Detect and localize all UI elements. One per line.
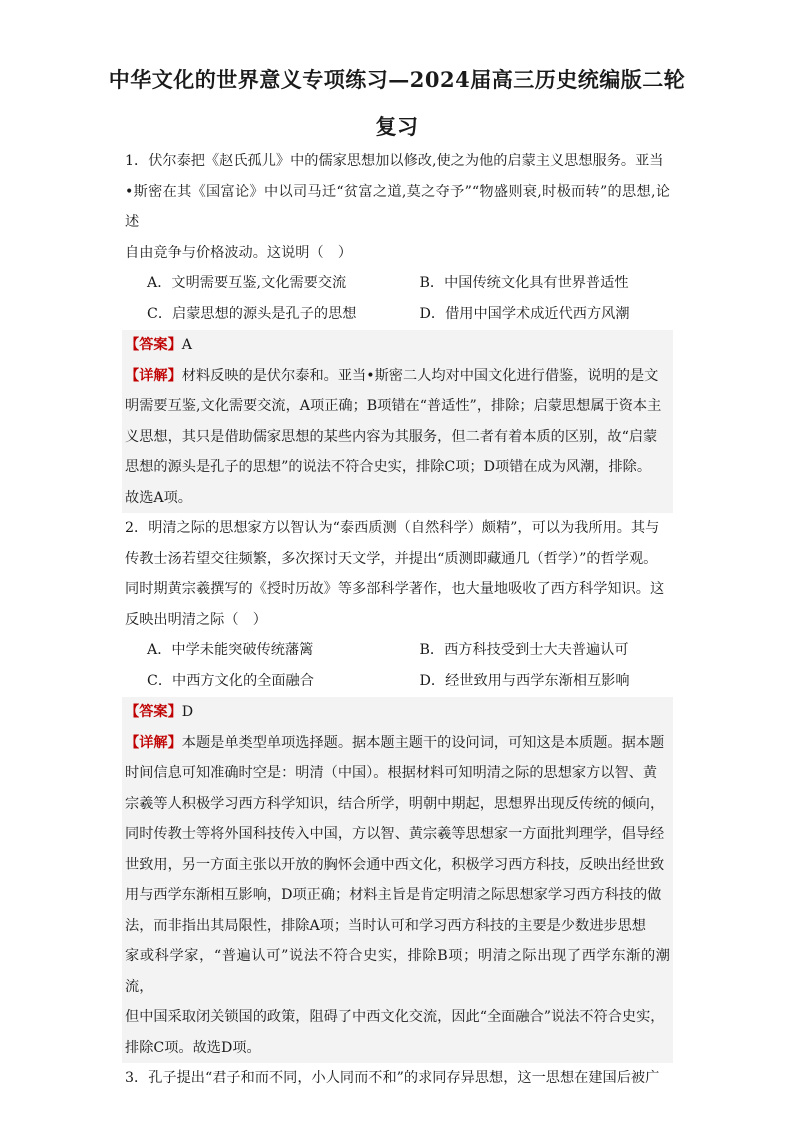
document-body xyxy=(125,146,670,1094)
question-2 xyxy=(125,513,670,1063)
detail-line: 思想的源头是孔子的思想”的说法不符合史实，排除C项；D项错在成为风潮，排除。 xyxy=(125,459,652,475)
answer-tag: 【答案】 xyxy=(125,704,182,720)
detail-tag: 【详解】 xyxy=(125,367,182,384)
option-b: B．中国传统文化具有世界普适性 xyxy=(419,275,629,291)
detail-line: 但中国采取闭关锁国的政策，阻碍了中西文化交流，因此“全面融合”说法不符合史实， xyxy=(125,1009,665,1025)
question-stem-line: •斯密在其《国富论》中以司马迁“贫富之道,莫之夺予”“物盛则衰,时极而转”的思想,论述 xyxy=(125,183,670,230)
detail-line: 同时传教士等将外国科技传入中国，方以智、黄宗羲等思想家一方面批判理学，倡导经 xyxy=(125,826,665,842)
option-c: C．中西方文化的全面融合 xyxy=(147,673,314,689)
detail-line xyxy=(125,728,670,759)
question-stem-line: 2．明清之际的思想家方以智认为“泰西质测（自然科学）颇精”，可以为我所用。其与 xyxy=(125,520,660,536)
option-row xyxy=(125,299,670,330)
question-1 xyxy=(125,146,670,513)
answer-value: D xyxy=(181,704,194,720)
option-d: D．经世致用与西学东渐相互影响 xyxy=(419,673,630,689)
detail-line: 用与西学东渐相互影响，D项正确；材料主旨是肯定明清之际思想家学习西方科技的做 xyxy=(125,887,662,903)
detail-line: 世致用，另一方面主张以开放的胸怀会通中西文化，积极学习西方科技，反映出经世致 xyxy=(125,856,665,873)
detail-line xyxy=(125,361,670,392)
answer-line xyxy=(125,697,670,728)
answer-line xyxy=(125,330,670,361)
option-b: B．西方科技受到士大夫普遍认可 xyxy=(419,642,629,658)
detail-line: 法，而非指出其局限性，排除A项；当时认可和学习西方科技的主要是少数进步思想 xyxy=(125,917,646,934)
detail-text: 本题是单类型单项选择题。据本题主题干的设问词，可知这是本质题。据本题 xyxy=(181,734,665,751)
detail-line: 时间信息可知准确时空是：明清（中国）。根据材料可知明清之际的思想家方以智、黄 xyxy=(125,765,658,781)
detail-line: 明需要互鉴,文化需要交流，A项正确；B项错在“普适性”，排除；启蒙思想属于资本主 xyxy=(125,398,662,414)
answer-block xyxy=(122,697,673,1063)
question-stem-line: 同时期黄宗羲撰写的《授时历故》等多部科学著作，也大量地吸收了西方科学知识。这 xyxy=(125,581,665,597)
option-a: A．文明需要互鉴,文化需要交流 xyxy=(147,275,347,291)
doc-title-line1: 中华文化的世界意义专项练习—2024届高三历史统编版二轮 xyxy=(108,67,686,92)
option-row xyxy=(125,268,670,299)
option-a: A．中学未能突破传统藩篱 xyxy=(147,642,314,658)
detail-line: 义思想，其只是借助儒家思想的某些内容为其服务，但二者有着本质的区别，故“启蒙 xyxy=(125,428,658,445)
question-stem-line: 3．孔子提出“君子和而不同，小人同而不和”的求同存异思想，这一思想在建国后被广 xyxy=(125,1070,660,1086)
option-d: D．借用中国学术成近代西方风潮 xyxy=(419,306,630,322)
doc-title-line2: 复习 xyxy=(375,114,419,139)
question-stem-line: 1．伏尔泰把《赵氏孤儿》中的儒家思想加以修改,使之为他的启蒙主义思想服务。亚当 xyxy=(125,153,664,169)
option-row xyxy=(125,666,670,697)
detail-text: 材料反映的是伏尔泰和。亚当•斯密二人均对中国文化进行借鉴，说明的是文 xyxy=(181,367,659,384)
detail-line: 排除C项。故选D项。 xyxy=(125,1039,261,1056)
question-stem-line: 传教士汤若望交往频繁，多次探讨天文学，并提出“质测即藏通几（哲学）”的哲学观。 xyxy=(125,550,658,567)
answer-value: A xyxy=(181,337,193,353)
option-c: C．启蒙思想的源头是孔子的思想 xyxy=(147,306,357,322)
detail-tag: 【详解】 xyxy=(125,734,182,751)
option-row xyxy=(125,635,670,666)
answer-block xyxy=(122,330,673,513)
detail-line: 故选A项。 xyxy=(125,489,192,506)
question-stem-line: 反映出明清之际（ ） xyxy=(125,611,267,628)
question-stem-line: 自由竞争与价格波动。这说明（ ） xyxy=(125,244,353,261)
detail-line: 宗羲等人积极学习西方科学知识，结合所学，明朝中期起，思想界出现反传统的倾向， xyxy=(125,795,665,812)
detail-line: 家或科学家，“普遍认可”说法不符合史实，排除B项；明清之际出现了西学东渐的潮流， xyxy=(125,948,670,995)
question-3 xyxy=(125,1063,670,1094)
answer-tag: 【答案】 xyxy=(125,337,182,353)
